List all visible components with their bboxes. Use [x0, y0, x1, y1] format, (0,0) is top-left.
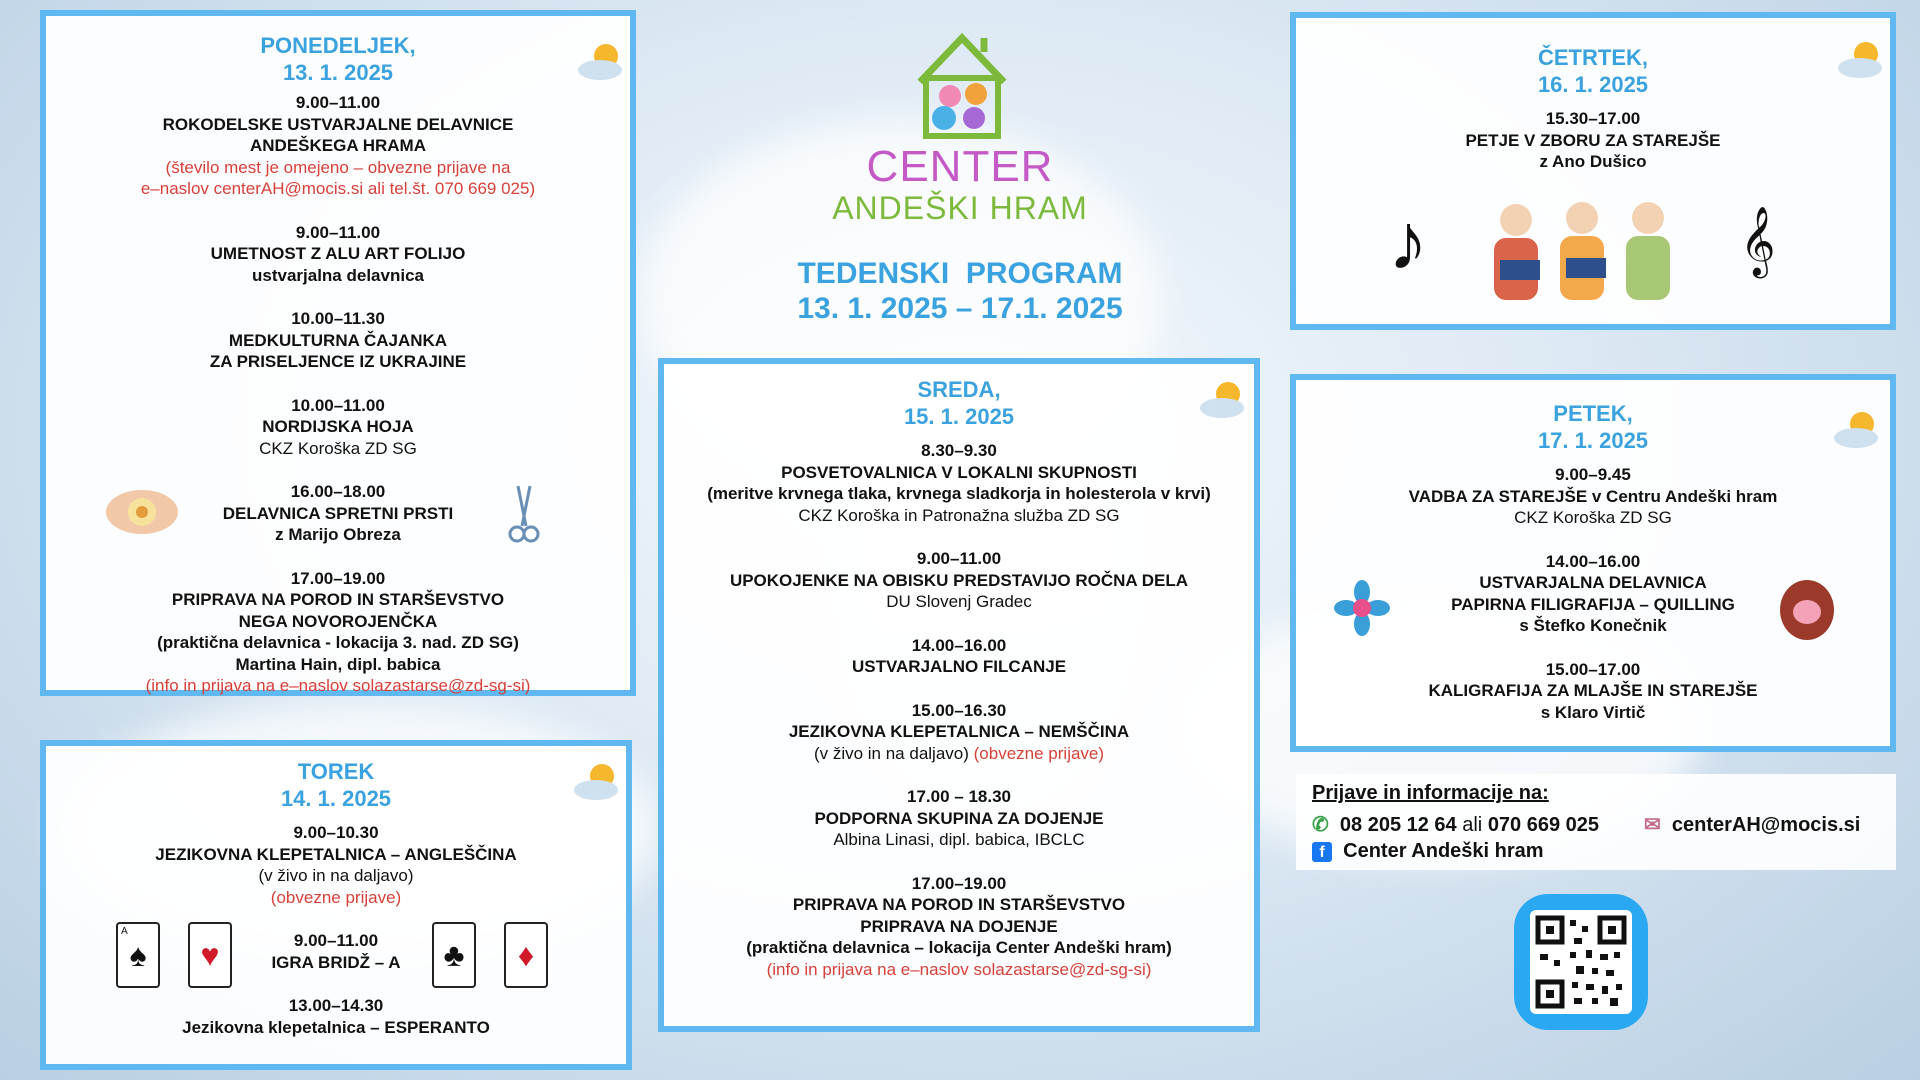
friday-event-3	[1296, 659, 1890, 724]
event-subtitle: s Štefko Konečnik	[1519, 616, 1667, 635]
tuesday-event-1	[46, 822, 626, 908]
monday-event-6	[46, 568, 630, 697]
facebook-icon: f	[1312, 842, 1332, 862]
wednesday-card	[658, 358, 1260, 1032]
friday-card	[1290, 374, 1896, 752]
contact-header: Prijave in informacije na:	[1312, 782, 1549, 804]
craft-hands-icon	[102, 486, 182, 538]
qr-code-icon	[1530, 910, 1632, 1014]
event-title: ANDEŠKEGA HRAMA	[250, 136, 426, 155]
event-time: 17.00–19.00	[290, 568, 386, 588]
event-title: NORDIJSKA HOJA	[262, 417, 414, 436]
logo-line1: CENTER	[866, 142, 1054, 191]
friday-date: 17. 1. 2025	[1537, 428, 1649, 453]
facebook-link[interactable]: Center Andeški hram	[1343, 840, 1544, 862]
event-subtitle: DU Slovenj Gradec	[886, 592, 1032, 611]
event-time: 9.00–10.30	[293, 823, 379, 842]
wednesday-event-4	[664, 700, 1254, 765]
event-time: 9.00–9.45	[1555, 465, 1631, 484]
event-note: (obvezne prijave)	[973, 743, 1105, 763]
event-subtitle: (v živo in na daljavo)	[813, 743, 969, 763]
monday-day: PONEDELJEK,	[260, 33, 416, 58]
event-time: 15.00–17.00	[1545, 659, 1641, 679]
card-suit: ♦	[517, 937, 535, 973]
event-time: 17.00 – 18.30	[907, 787, 1011, 806]
event-title: UPOKOJENKE NA OBISKU PREDSTAVIJO ROČNA DELA	[729, 570, 1189, 590]
event-title: ZA PRISELJENCE IZ UKRAJINE	[209, 352, 467, 371]
wednesday-date: 15. 1. 2025	[903, 404, 1015, 429]
sun-cloud-icon	[1830, 406, 1882, 450]
event-subtitle: s Klaro Virtič	[1540, 702, 1646, 722]
event-subtitle: ustvarjalna delavnica	[252, 265, 424, 285]
quilling-tool-icon	[1778, 578, 1836, 642]
event-title: IGRA BRIDŽ – A	[271, 952, 401, 972]
event-title: PRIPRAVA NA POROD IN STARŠEVSTVO	[792, 895, 1126, 914]
sun-cloud-icon	[1834, 36, 1886, 80]
tuesday-day: TOREK	[297, 759, 375, 784]
event-title: (praktična delavnica – lokacija Center Andeški hram)	[746, 938, 1172, 957]
event-time: 17.00–19.00	[911, 873, 1007, 893]
event-subtitle: CKZ Koroška ZD SG	[1514, 508, 1672, 527]
event-time: 15.00–16.30	[911, 700, 1007, 720]
event-time: 9.00–11.00	[916, 549, 1002, 568]
event-note: (info in prijava na e–naslov solazastarse@zd-sg-si)	[766, 959, 1152, 979]
wednesday-event-6	[664, 873, 1254, 981]
contact-facebook-row	[1312, 840, 1544, 863]
event-title: ROKODELSKE USTVARJALNE DELAVNICE	[162, 114, 514, 134]
playing-card-clubs	[432, 922, 476, 988]
event-subtitle: CKZ Koroška ZD SG	[259, 438, 417, 458]
event-title: USTVARJALNA DELAVNICA	[1479, 573, 1707, 592]
event-time: 10.00–11.00	[291, 395, 385, 415]
qr-code[interactable]	[1514, 894, 1648, 1030]
playing-card-diamonds	[504, 922, 548, 988]
event-title: JEZIKOVNA KLEPETALNICA – NEMŠČINA	[788, 722, 1130, 741]
program-title	[740, 256, 1180, 326]
monday-date: 13. 1. 2025	[282, 60, 394, 85]
house-faces-icon	[912, 30, 1012, 140]
card-suit: ♥	[200, 937, 220, 973]
logo-line2: ANDEŠKI HRAM	[832, 190, 1088, 226]
contact-phone-row	[1312, 812, 1599, 837]
event-title: JEZIKOVNA KLEPETALNICA – ANGLEŠČINA	[155, 844, 517, 864]
card-suit: ♠	[129, 937, 147, 973]
event-time: 9.00–11.00	[295, 222, 381, 242]
mail-icon: ✉	[1644, 814, 1661, 836]
phone-icon: ✆	[1312, 814, 1329, 836]
event-time: 10.00–11.30	[291, 309, 385, 328]
tuesday-event-3	[46, 995, 626, 1038]
event-title: MEDKULTURNA ČAJANKA	[228, 330, 448, 350]
playing-card-spades	[116, 922, 160, 988]
sun-cloud-icon	[574, 38, 626, 82]
event-title: USTVARJALNO FILCANJE	[851, 657, 1067, 676]
event-time: 8.30–9.30	[921, 441, 997, 460]
friday-event-1	[1296, 464, 1890, 529]
event-note: (število mest je omejeno – obvezne prijave na	[165, 157, 511, 177]
treble-clef-icon: 𝄞	[1740, 207, 1776, 274]
thursday-day: ČETRTEK,	[1538, 45, 1648, 70]
phone-separator: ali	[1462, 814, 1483, 836]
monday-event-1	[46, 92, 630, 200]
friday-day: PETEK,	[1553, 401, 1633, 426]
event-time: 13.00–14.30	[288, 996, 384, 1015]
card-suit: ♣	[443, 937, 465, 973]
event-note: e–naslov centerAH@mocis.si ali tel.št. 070 669 025)	[140, 179, 536, 198]
wednesday-event-5	[664, 786, 1254, 851]
event-title: Martina Hain, dipl. babica	[235, 654, 441, 674]
program-title-line1: TEDENSKI PROGRAM	[797, 257, 1123, 290]
monday-card	[40, 10, 636, 696]
monday-event-3	[46, 308, 630, 373]
wednesday-event-1	[664, 440, 1254, 526]
music-note-icon: ♪	[1388, 197, 1428, 286]
event-title: Jezikovna klepetalnica – ESPERANTO	[182, 1017, 490, 1037]
thursday-event-1	[1296, 108, 1890, 173]
thursday-date: 16. 1. 2025	[1537, 72, 1649, 97]
event-title: (praktična delavnica - lokacija 3. nad. ZD SG)	[157, 633, 519, 652]
event-subtitle: Albina Linasi, dipl. babica, IBCLC	[833, 830, 1085, 849]
logo	[820, 30, 1100, 230]
phone-number-1[interactable]: 08 205 12 64	[1339, 814, 1457, 836]
event-subtitle: CKZ Koroška in Patronažna služba ZD SG	[798, 505, 1120, 525]
event-title: (meritve krvnega tlaka, krvnega sladkorja in holesterola v krvi)	[707, 484, 1211, 503]
event-subtitle: (v živo in na daljavo)	[258, 866, 414, 885]
quilling-flower-icon	[1334, 580, 1390, 636]
phone-number-2[interactable]: 070 669 025	[1487, 814, 1600, 836]
monday-event-2	[46, 222, 630, 287]
tuesday-date: 14. 1. 2025	[280, 786, 392, 811]
playing-card-hearts	[188, 922, 232, 988]
monday-event-4	[46, 395, 630, 460]
choir-singers-icon	[1476, 194, 1696, 304]
event-title: UMETNOST Z ALU ART FOLIJO	[210, 244, 466, 263]
sun-cloud-icon	[570, 758, 622, 802]
event-note: (info in prijava na e–naslov solazastarse@zd-sg-si)	[145, 676, 531, 695]
event-title: PAPIRNA FILIGRAFIJA – QUILLING	[1451, 594, 1735, 614]
event-note: (obvezne prijave)	[270, 887, 402, 907]
event-time: 9.00–11.00	[293, 931, 379, 950]
event-subtitle: z Ano Dušico	[1539, 152, 1647, 171]
contact-email-row	[1644, 812, 1860, 837]
wednesday-event-3	[664, 635, 1254, 678]
event-title: PETJE V ZBORU ZA STAREJŠE	[1465, 130, 1721, 150]
event-time: 9.00–11.00	[295, 93, 381, 112]
event-title: DELAVNICA SPRETNI PRSTI	[222, 503, 454, 523]
wednesday-event-2	[664, 548, 1254, 613]
program-title-dates: 13. 1. 2025 – 17.1. 2025	[797, 292, 1123, 325]
event-time: 14.00–16.00	[1545, 551, 1641, 571]
event-title: PODPORNA SKUPINA ZA DOJENJE	[814, 808, 1104, 828]
event-subtitle: z Marijo Obreza	[275, 525, 401, 544]
event-title: VADBA ZA STAREJŠE v Centru Andeški hram	[1408, 486, 1778, 506]
scissors-icon	[504, 482, 544, 544]
event-title: KALIGRAFIJA ZA MLAJŠE IN STAREJŠE	[1428, 681, 1758, 700]
sun-cloud-icon	[1196, 376, 1248, 420]
event-title: POSVETOVALNICA V LOKALNI SKUPNOSTI	[781, 462, 1137, 482]
event-time: 14.00–16.00	[911, 635, 1007, 655]
contact-box	[1296, 774, 1896, 870]
thursday-card	[1290, 12, 1896, 330]
event-time: 16.00–18.00	[290, 482, 386, 501]
card-rank: A	[121, 926, 128, 937]
tuesday-card	[40, 740, 632, 1070]
email-link[interactable]: centerAH@mocis.si	[1671, 814, 1861, 836]
event-title: PRIPRAVA NA DOJENJE	[860, 916, 1058, 936]
event-title: NEGA NOVOROJENČKA	[238, 611, 438, 631]
event-title: PRIPRAVA NA POROD IN STARŠEVSTVO	[171, 590, 505, 609]
event-time: 15.30–17.00	[1545, 109, 1641, 128]
wednesday-day: SREDA,	[917, 377, 1001, 402]
